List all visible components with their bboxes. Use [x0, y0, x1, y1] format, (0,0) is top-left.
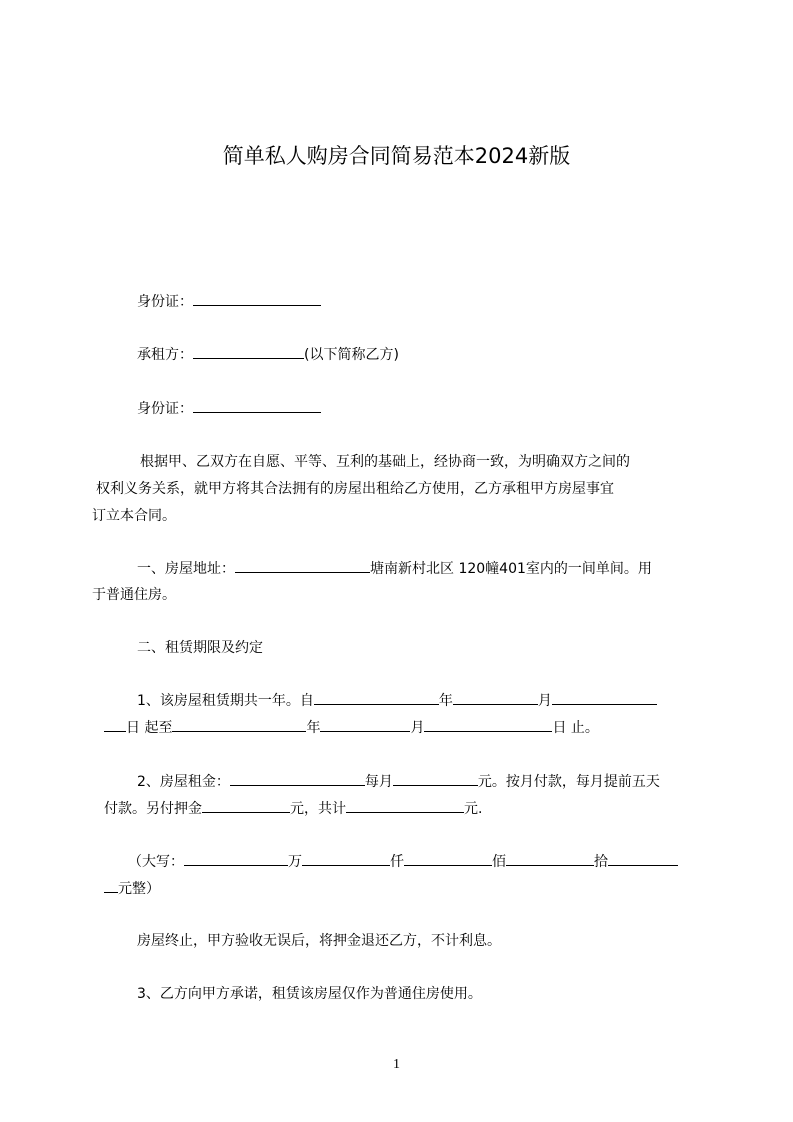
lessee-line	[137, 344, 399, 365]
rent-line-1	[137, 771, 660, 792]
unit-wan: 万	[288, 854, 302, 870]
term-end-month-blank[interactable]	[320, 717, 410, 732]
lessee-blank[interactable]	[193, 344, 304, 359]
term-line-2	[104, 717, 599, 738]
wan-blank[interactable]	[184, 851, 288, 866]
yuan-blank-part2[interactable]	[104, 878, 118, 893]
page-number: 1	[393, 1057, 400, 1072]
unit-qian: 仟	[390, 854, 404, 870]
term-year-label: 年	[438, 693, 453, 709]
document-title: 简单私人购房合同简易范本2024新版	[222, 144, 571, 168]
term-start-day-blank-part2[interactable]	[104, 717, 126, 732]
preamble-line-1: 根据甲、乙双方在自愿、平等、互利的基础上，经协商一致，为明确双方之间的	[140, 454, 630, 470]
capital-prefix: （大写：	[128, 854, 184, 870]
deposit-line	[104, 798, 482, 819]
unit-shi: 拾	[594, 854, 608, 870]
address-label: 一、房屋地址：	[137, 561, 235, 577]
section-2-heading: 二、租赁期限及约定	[137, 640, 263, 656]
bai-blank[interactable]	[404, 851, 492, 866]
capital-line-1	[128, 851, 678, 872]
rent-prefix: 2、房屋租金：	[137, 774, 230, 790]
id-line-2	[137, 398, 321, 419]
unit-bai: 佰	[492, 854, 506, 870]
address-line-2: 于普通住房。	[92, 587, 176, 603]
term-month-end-label: 月	[410, 720, 425, 736]
id-blank-1[interactable]	[193, 291, 321, 306]
id-label-2: 身份证：	[137, 401, 193, 417]
term-start-day-blank-part1[interactable]	[552, 690, 657, 705]
term-start-month-blank[interactable]	[453, 690, 538, 705]
id-line-1	[137, 291, 321, 312]
term-year-end-label: 年	[306, 720, 321, 736]
qian-blank[interactable]	[302, 851, 390, 866]
term-day-start-label: 日 起至	[126, 720, 173, 736]
shi-blank[interactable]	[506, 851, 594, 866]
lessee-label: 承租方：	[137, 347, 193, 363]
total-yuan-text: 元.	[464, 801, 483, 817]
preamble-line-2: 权利义务关系，就甲方将其合法拥有的房屋出租给乙方使用，乙方承租甲方房屋事宜	[96, 481, 614, 497]
clause-3-text: 3、乙方向甲方承诺，租赁该房屋仅作为普通住房使用。	[137, 986, 482, 1002]
term-month-label: 月	[537, 693, 552, 709]
address-line-1	[137, 558, 652, 579]
term-start-year-blank[interactable]	[314, 690, 439, 705]
term-line-1	[137, 690, 657, 711]
yuan-blank-part1[interactable]	[608, 851, 678, 866]
rent-monthly-blank[interactable]	[393, 771, 478, 786]
address-blank[interactable]	[235, 558, 370, 573]
preamble-line-3: 订立本合同。	[92, 508, 176, 524]
id-label-1: 身份证：	[137, 294, 193, 310]
term-day-end-label: 日 止。	[552, 720, 599, 736]
lessee-suffix: (以下简称乙方)	[304, 347, 399, 363]
term-prefix: 1、该房屋租赁期共一年。自	[137, 693, 314, 709]
term-end-year-blank[interactable]	[172, 717, 306, 732]
address-text: 塘南新村北区 120幢401室内的一间单间。用	[370, 561, 652, 577]
rent-amount-blank[interactable]	[230, 771, 365, 786]
deposit-return-text: 房屋终止，甲方验收无误后，将押金退还乙方，不计利息。	[137, 933, 501, 949]
deposit-blank[interactable]	[202, 798, 290, 813]
rent-monthly-label: 每月	[364, 774, 393, 790]
capital-end: 元整）	[118, 881, 160, 897]
total-blank[interactable]	[346, 798, 464, 813]
capital-line-2	[104, 878, 160, 899]
rent-yuan-text: 元。按月付款，每月提前五天	[477, 774, 660, 790]
term-end-day-blank[interactable]	[424, 717, 552, 732]
id-blank-2[interactable]	[193, 398, 321, 413]
deposit-yuan-text: 元，共计	[290, 801, 346, 817]
deposit-prefix: 付款。另付押金	[104, 801, 202, 817]
